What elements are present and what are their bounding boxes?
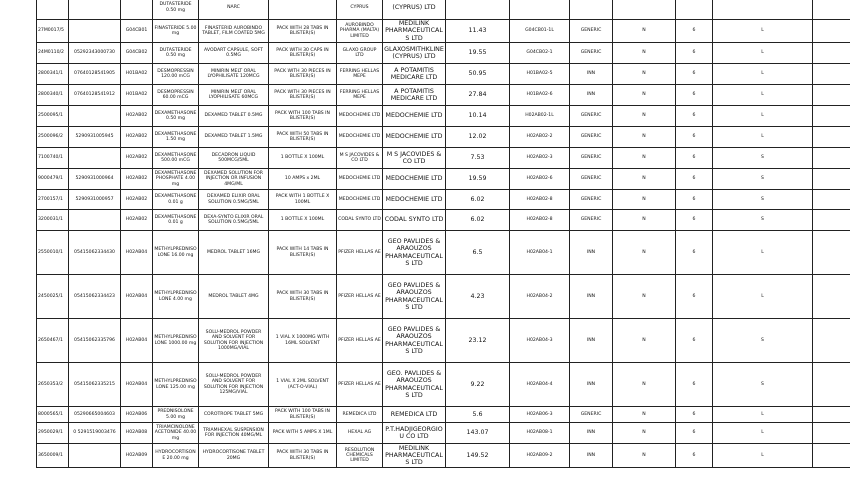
category-number: 6 <box>676 20 713 43</box>
package-description: PACK WITH 28 TABS IN BLISTER(S) <box>269 20 337 43</box>
atc-code: H02AB04 <box>121 275 153 319</box>
package-description: 10 AMPS x 2ML <box>269 169 337 190</box>
category-number: 6 <box>676 85 713 106</box>
medicine-price-table <box>36 0 850 468</box>
class-letter: L <box>713 127 813 148</box>
generic-type: GENERIC <box>570 43 613 64</box>
empty-cell <box>813 127 850 148</box>
local-agent: CODAL SYNTO LTD <box>383 210 446 231</box>
row-code: 2650353/2 <box>37 363 69 407</box>
product-name: DEXAMED TABLET 1.5MG <box>199 127 269 148</box>
class-letter <box>713 0 813 20</box>
barcode: 05415062334430 <box>69 231 121 275</box>
local-agent: GEO PAVLIDES & ARAOUZOS PHARMACEUTICAL S LTD <box>383 275 446 319</box>
active-substance: METHYLPREDNISO LONE 125.00 mg <box>153 363 199 407</box>
generic-type: GENERIC <box>570 407 613 423</box>
retail-price: 50.95 <box>446 64 510 85</box>
generic-type: INN <box>570 444 613 468</box>
table-row <box>37 106 850 127</box>
retail-price: 9.22 <box>446 363 510 407</box>
flag-n: N <box>613 231 676 275</box>
retail-price: 6.02 <box>446 210 510 231</box>
class-letter: L <box>713 106 813 127</box>
flag-n: N <box>613 319 676 363</box>
row-code: 3200031/1 <box>37 210 69 231</box>
class-letter: S <box>713 169 813 190</box>
marketing-holder: REMEDICA LTD <box>337 407 383 423</box>
barcode: 05415062335215 <box>69 363 121 407</box>
reference-group: H01BA02-6 <box>510 85 570 106</box>
local-agent: MEDOCHEMIE LTD <box>383 169 446 190</box>
reference-group: H02AB06-3 <box>510 407 570 423</box>
package-description: 1 VIAL X 2ML SOLVENT (ACT-O-VIAL) <box>269 363 337 407</box>
marketing-holder: PFIZER HELLAS AE <box>337 363 383 407</box>
active-substance: DEXAMETHASONE PHOSPHATE 4.00 mg <box>153 169 199 190</box>
barcode: 07640128541905 <box>69 64 121 85</box>
table-row <box>37 407 850 423</box>
class-letter: S <box>713 319 813 363</box>
barcode <box>69 444 121 468</box>
barcode: 05415062334423 <box>69 275 121 319</box>
category-number: 6 <box>676 210 713 231</box>
marketing-holder: GLAXO GROUP LTD <box>337 43 383 64</box>
empty-cell <box>813 275 850 319</box>
category-number: 6 <box>676 64 713 85</box>
class-letter: L <box>713 43 813 64</box>
row-code: 2800341/1 <box>37 64 69 85</box>
category-number: 6 <box>676 106 713 127</box>
reference-group: H02AB02-8 <box>510 210 570 231</box>
class-letter: L <box>713 20 813 43</box>
generic-type: INN <box>570 85 613 106</box>
atc-code: G04CB01 <box>121 20 153 43</box>
flag-n: N <box>613 363 676 407</box>
product-name: COROTROPE TABLET 5MG <box>199 407 269 423</box>
empty-cell <box>813 43 850 64</box>
marketing-holder: FERRING HELLAS MEPE <box>337 64 383 85</box>
reference-group: H02AB02-1L <box>510 106 570 127</box>
generic-type: INN <box>570 319 613 363</box>
retail-price: 10.14 <box>446 106 510 127</box>
barcode: 05415062335796 <box>69 319 121 363</box>
generic-type: GENERIC <box>570 148 613 169</box>
empty-cell <box>813 0 850 20</box>
table-row <box>37 169 850 190</box>
retail-price <box>446 0 510 20</box>
local-agent: MEDOCHEMIE LTD <box>383 190 446 210</box>
local-agent: (CYPRUS) LTD <box>383 0 446 20</box>
package-description: 1 BOTTLE X 100ML <box>269 210 337 231</box>
atc-code: H02AB04 <box>121 231 153 275</box>
package-description: PACK WITH 30 TABS IN BLISTER(S) <box>269 444 337 468</box>
retail-price: 27.84 <box>446 85 510 106</box>
active-substance: DEXAMETHASONE 1.50 mg <box>153 127 199 148</box>
local-agent: MEDOCHEMIE LTD <box>383 127 446 148</box>
package-description: PACK WITH 30 PIECES IN BLISTER(S) <box>269 85 337 106</box>
empty-cell <box>813 423 850 444</box>
category-number: 6 <box>676 190 713 210</box>
retail-price: 23.12 <box>446 319 510 363</box>
retail-price: 4.23 <box>446 275 510 319</box>
table-row <box>37 43 850 64</box>
atc-code: H01BA02 <box>121 64 153 85</box>
generic-type: INN <box>570 275 613 319</box>
class-letter: L <box>713 407 813 423</box>
package-description: PACK WITH 30 CAPS IN BLISTER(S) <box>269 43 337 64</box>
package-description: PACK WITH 50 TABS IN BLISTER(S) <box>269 127 337 148</box>
reference-group: H02AB02-8 <box>510 190 570 210</box>
product-name: FINASTERID AUROBINDO TABLET, FILM COATED 5MG <box>199 20 269 43</box>
retail-price: 12.02 <box>446 127 510 148</box>
category-number: 6 <box>676 43 713 64</box>
active-substance: METHYLPREDNISO LONE 4.00 mg <box>153 275 199 319</box>
row-code: 3650009/1 <box>37 444 69 468</box>
atc-code <box>121 0 153 20</box>
table-row <box>37 20 850 43</box>
package-description: PACK WITH 14 TABS IN BLISTER(S) <box>269 231 337 275</box>
marketing-holder: FERRING HELLAS MEPE <box>337 85 383 106</box>
local-agent: P.T.HADJIGEORGIO U CO LTD <box>383 423 446 444</box>
reference-group: H02AB08-1 <box>510 423 570 444</box>
retail-price: 6.02 <box>446 190 510 210</box>
retail-price: 143.07 <box>446 423 510 444</box>
flag-n: N <box>613 43 676 64</box>
local-agent: A POTAMITIS MEDICARE LTD <box>383 85 446 106</box>
row-code: 2700157/1 <box>37 190 69 210</box>
class-letter: S <box>713 190 813 210</box>
product-name: MEDROL TABLET 4MG <box>199 275 269 319</box>
product-name: DEXA-SYNTO ELIXIR ORAL SOLUTION 0.5MG/5ML <box>199 210 269 231</box>
active-substance: DEXAMETHASONE 500.00 mCG <box>153 148 199 169</box>
table-row <box>37 190 850 210</box>
barcode: 5290931005945 <box>69 127 121 148</box>
marketing-holder: MEDOCHEMIE LTD <box>337 190 383 210</box>
marketing-holder: RESOLUTION CHEMICALS LIMITED <box>337 444 383 468</box>
local-agent: MEDILINK PHARMACEUTICAL S LTD <box>383 20 446 43</box>
row-code: 2450025/1 <box>37 275 69 319</box>
active-substance: METHYLPREDNISO LONE 16.00 mg <box>153 231 199 275</box>
table-row <box>37 231 850 275</box>
generic-type: GENERIC <box>570 169 613 190</box>
atc-code: H02AB02 <box>121 210 153 231</box>
class-letter: L <box>713 85 813 106</box>
reference-group: G04CB01-1L <box>510 20 570 43</box>
marketing-holder: HEXAL AG <box>337 423 383 444</box>
barcode: 5290931000957 <box>69 190 121 210</box>
class-letter: S <box>713 148 813 169</box>
product-name: HYDROCORTISONE TABLET 20MG <box>199 444 269 468</box>
row-code <box>37 0 69 20</box>
row-code: 9000479/1 <box>37 169 69 190</box>
empty-cell <box>813 64 850 85</box>
generic-type: GENERIC <box>570 127 613 148</box>
local-agent: MEDILINK PHARMACEUTICAL S LTD <box>383 444 446 468</box>
atc-code: H02AB09 <box>121 444 153 468</box>
flag-n: N <box>613 190 676 210</box>
row-code: 2650467/1 <box>37 319 69 363</box>
marketing-holder: PFIZER HELLAS AE <box>337 319 383 363</box>
atc-code: H02AB02 <box>121 127 153 148</box>
flag-n: N <box>613 444 676 468</box>
local-agent: REMEDICA LTD <box>383 407 446 423</box>
retail-price: 11.43 <box>446 20 510 43</box>
active-substance: DEXAMETHASONE 0.01 g <box>153 190 199 210</box>
class-letter: L <box>713 423 813 444</box>
empty-cell <box>813 190 850 210</box>
atc-code: H02AB04 <box>121 363 153 407</box>
generic-type: INN <box>570 423 613 444</box>
atc-code: G04CB02 <box>121 43 153 64</box>
category-number: 6 <box>676 319 713 363</box>
table-row <box>37 148 850 169</box>
retail-price: 19.59 <box>446 169 510 190</box>
empty-cell <box>813 444 850 468</box>
retail-price: 149.52 <box>446 444 510 468</box>
local-agent: GEO PAVLIDES & ARAOUZOS PHARMACEUTICAL S LTD <box>383 231 446 275</box>
reference-group: H02AB04-3 <box>510 319 570 363</box>
retail-price: 6.5 <box>446 231 510 275</box>
active-substance: DEXAMETHASONE 0.50 mg <box>153 106 199 127</box>
active-substance: FINASTERIDE 5.00 mg <box>153 20 199 43</box>
marketing-holder: AUROBINDO PHARMA (MALTA) LIMITED <box>337 20 383 43</box>
retail-price: 7.53 <box>446 148 510 169</box>
row-code: 2550010/1 <box>37 231 69 275</box>
marketing-holder: MEDOCHEMIE LTD <box>337 127 383 148</box>
active-substance: HYDROCORTISONE 20.00 mg <box>153 444 199 468</box>
reference-group: H02AB02-2 <box>510 127 570 148</box>
table-row <box>37 64 850 85</box>
class-letter: L <box>713 444 813 468</box>
row-code: 2500095/1 <box>37 106 69 127</box>
flag-n: N <box>613 85 676 106</box>
barcode <box>69 210 121 231</box>
category-number: 6 <box>676 423 713 444</box>
active-substance: DUTASTERIDE 0.50 mg <box>153 0 199 20</box>
class-letter: L <box>713 64 813 85</box>
marketing-holder: MEDOCHEMIE LTD <box>337 169 383 190</box>
atc-code: H02AB02 <box>121 106 153 127</box>
reference-group: H02AB02-6 <box>510 169 570 190</box>
table-row <box>37 275 850 319</box>
generic-type: GENERIC <box>570 20 613 43</box>
barcode: 0 5291519003476 <box>69 423 121 444</box>
local-agent: M S JACOVIDES & CO LTD <box>383 148 446 169</box>
category-number: 6 <box>676 148 713 169</box>
table-row <box>37 363 850 407</box>
class-letter: L <box>713 231 813 275</box>
generic-type: GENERIC <box>570 106 613 127</box>
marketing-holder: CYPRUS <box>337 0 383 20</box>
local-agent: MEDOCHEMIE LTD <box>383 106 446 127</box>
empty-cell <box>813 20 850 43</box>
active-substance: DUTASTERIDE 0.50 mg <box>153 43 199 64</box>
marketing-holder: MEDOCHEMIE LTD <box>337 106 383 127</box>
flag-n: N <box>613 20 676 43</box>
marketing-holder: CODAL SYNTO LTD <box>337 210 383 231</box>
marketing-holder: M S JACOVIDES & CO LTD <box>337 148 383 169</box>
local-agent: GEO PAVLIDES & ARAOUZOS PHARMACEUTICAL S LTD <box>383 319 446 363</box>
category-number: 6 <box>676 363 713 407</box>
barcode <box>69 148 121 169</box>
flag-n: N <box>613 210 676 231</box>
empty-cell <box>813 210 850 231</box>
package-description: PACK WITH 1 BOTTLE X 100ML <box>269 190 337 210</box>
atc-code: H02AB02 <box>121 148 153 169</box>
barcode <box>69 106 121 127</box>
row-code: 2950029/1 <box>37 423 69 444</box>
product-name: DECADRON LIQUID 500MCG/5ML <box>199 148 269 169</box>
active-substance: TRIAMCINOLONE ACETONIDE 40.00 mg <box>153 423 199 444</box>
table-row <box>37 423 850 444</box>
barcode <box>69 20 121 43</box>
category-number: 6 <box>676 444 713 468</box>
atc-code: H02AB04 <box>121 319 153 363</box>
row-code: 7100740/1 <box>37 148 69 169</box>
reference-group: H02AB09-2 <box>510 444 570 468</box>
category-number: 6 <box>676 407 713 423</box>
flag-n: N <box>613 169 676 190</box>
reference-group: H02AB04-1 <box>510 231 570 275</box>
product-name: NARC <box>199 0 269 20</box>
row-code: 2800340/1 <box>37 85 69 106</box>
product-name: MINIRIN MELT ORAL LYOPHILISATE 120MCG <box>199 64 269 85</box>
local-agent: GLAXOSMITHKLINE (CYPRUS) LTD <box>383 43 446 64</box>
row-code: 2500096/2 <box>37 127 69 148</box>
atc-code: H02AB08 <box>121 423 153 444</box>
product-name: MEDROL TABLET 16MG <box>199 231 269 275</box>
category-number: 6 <box>676 231 713 275</box>
table-row <box>37 444 850 468</box>
package-description: 1 VIAL X 1000MG WITH 16ML SOLVENT <box>269 319 337 363</box>
reference-group: H02AB02-3 <box>510 148 570 169</box>
flag-n: N <box>613 64 676 85</box>
category-number: 6 <box>676 275 713 319</box>
generic-type: INN <box>570 64 613 85</box>
class-letter: L <box>713 275 813 319</box>
flag-n: N <box>613 407 676 423</box>
row-code: 27M0017/5 <box>37 20 69 43</box>
generic-type: INN <box>570 363 613 407</box>
active-substance: METHYLPREDNISO LONE 1000.00 mg <box>153 319 199 363</box>
flag-n: N <box>613 423 676 444</box>
table-row <box>37 0 850 20</box>
product-name: SOLU-MEDROL POWDER AND SOLVENT FOR SOLUTION FOR INJECTION 1000MG/VIAL <box>199 319 269 363</box>
flag-n: N <box>613 127 676 148</box>
empty-cell <box>813 231 850 275</box>
atc-code: H02AB06 <box>121 407 153 423</box>
product-name: MINIRIN MELT ORAL LYOPHILISATE 60MCG <box>199 85 269 106</box>
table-row <box>37 127 850 148</box>
empty-cell <box>813 407 850 423</box>
barcode: 5290931000964 <box>69 169 121 190</box>
table-body <box>37 0 850 468</box>
local-agent: GEO. PAVLIDES & ARAOUZOS PHARMACEUTICAL S LTD <box>383 363 446 407</box>
empty-cell <box>813 363 850 407</box>
active-substance: PREDNISOLONE 5.00 mg <box>153 407 199 423</box>
generic-type: GENERIC <box>570 210 613 231</box>
empty-cell <box>813 319 850 363</box>
marketing-holder: PFIZER HELLAS AE <box>337 275 383 319</box>
package-description: PACK WITH 100 TABS IN BLISTER(S) <box>269 407 337 423</box>
generic-type <box>570 0 613 20</box>
barcode: 07640128541912 <box>69 85 121 106</box>
flag-n: N <box>613 275 676 319</box>
table-row <box>37 319 850 363</box>
barcode: 05292343000730 <box>69 43 121 64</box>
empty-cell <box>813 85 850 106</box>
atc-code: H01BA02 <box>121 85 153 106</box>
product-name: DEXAMED ELIXIR ORAL SOLUTION 0.5MG/5ML <box>199 190 269 210</box>
package-description <box>269 0 337 20</box>
active-substance: DEXAMETHASONE 0.01 g <box>153 210 199 231</box>
generic-type: INN <box>570 231 613 275</box>
table-row <box>37 210 850 231</box>
product-name: TRIAMHEXAL SUSPENSION FOR INJECTION 40MG/ML <box>199 423 269 444</box>
reference-group: H02AB04-4 <box>510 363 570 407</box>
class-letter: S <box>713 210 813 231</box>
empty-cell <box>813 169 850 190</box>
reference-group <box>510 0 570 20</box>
package-description: PACK WITH 30 PIECES IN BLISTER(S) <box>269 64 337 85</box>
product-name: DEXAMED TABLET 0.5MG <box>199 106 269 127</box>
flag-n: N <box>613 106 676 127</box>
barcode <box>69 0 121 20</box>
category-number: 6 <box>676 127 713 148</box>
category-number <box>676 0 713 20</box>
barcode: 05290665004603 <box>69 407 121 423</box>
category-number: 6 <box>676 169 713 190</box>
table-row <box>37 85 850 106</box>
package-description: PACK WITH 5 AMPS X 1ML <box>269 423 337 444</box>
package-description: 1 BOTTLE X 100ML <box>269 148 337 169</box>
class-letter: S <box>713 363 813 407</box>
product-name: SOLU-MEDROL POWDER AND SOLVENT FOR SOLUTION FOR INJECTION 125MG/VIAL <box>199 363 269 407</box>
package-description: PACK WITH 30 TABS IN BLISTER(S) <box>269 275 337 319</box>
reference-group: H01BA02-5 <box>510 64 570 85</box>
reference-group: G04CB02-1 <box>510 43 570 64</box>
package-description: PACK WITH 100 TABS IN BLISTER(S) <box>269 106 337 127</box>
flag-n <box>613 0 676 20</box>
active-substance: DESMOPRESSIN 120.00 mCG <box>153 64 199 85</box>
row-code: 8000565/1 <box>37 407 69 423</box>
reference-group: H02AB04-2 <box>510 275 570 319</box>
atc-code: H02AB02 <box>121 190 153 210</box>
generic-type: GENERIC <box>570 190 613 210</box>
retail-price: 19.55 <box>446 43 510 64</box>
row-code: 24M0110/2 <box>37 43 69 64</box>
marketing-holder: PFIZER HELLAS AE <box>337 231 383 275</box>
local-agent: A POTAMITIS MEDICARE LTD <box>383 64 446 85</box>
atc-code: H02AB02 <box>121 169 153 190</box>
empty-cell <box>813 148 850 169</box>
empty-cell <box>813 106 850 127</box>
active-substance: DESMOPRESSIN 60.00 mCG <box>153 85 199 106</box>
product-name: DEXAMED SOLUTION FOR INJECTION OR INFUSION 4MG/ML <box>199 169 269 190</box>
retail-price: 5.6 <box>446 407 510 423</box>
flag-n: N <box>613 148 676 169</box>
product-name: AVODART CAPSULE, SOFT 0.5MG <box>199 43 269 64</box>
